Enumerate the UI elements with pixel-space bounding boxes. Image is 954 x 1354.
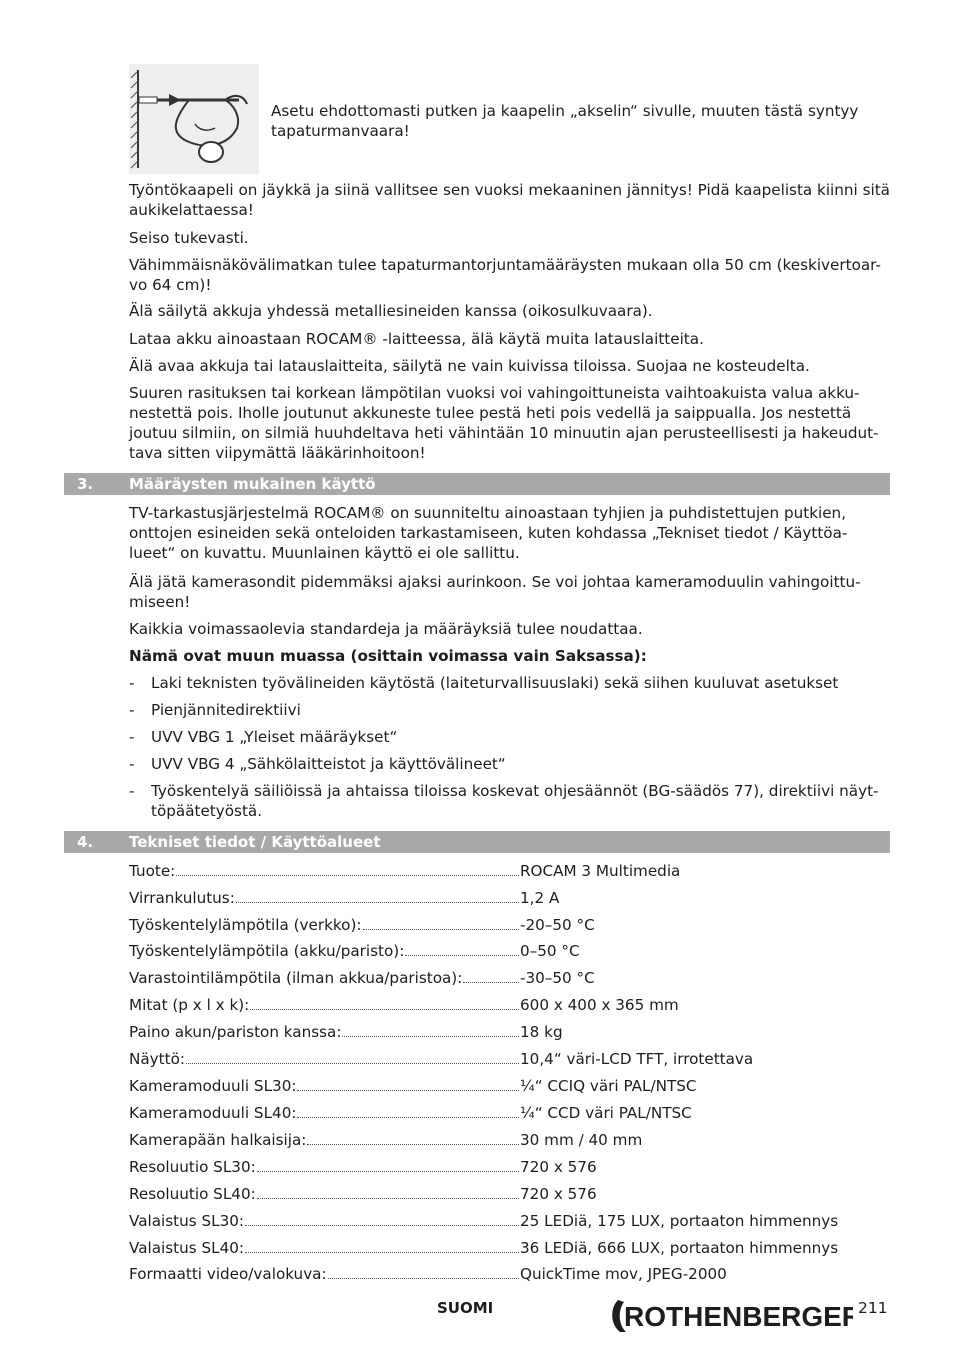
paragraph: Älä jätä kamerasondit pidemmäksi ajaksi aurinkoon. Se voi johtaa kameramoduulin vahingoittu-miseen! — [129, 573, 861, 611]
paragraph: TV-tarkastusjärjestelmä ROCAM® on suunniteltu ainoastaan tyhjien ja puhdistettujen putkien, onttojen esineiden sekä onteloiden tarkastamiseen, kuten kohdassa „Tekniset tiedot / Käyttöa-lueet“ on kuvattu. Muunlainen käyttö ei ole sallittu. — [129, 504, 848, 562]
list-item-text: UVV VBG 1 „Yleiset määräykset“ — [151, 728, 398, 746]
paragraph: Työntökaapeli on jäykkä ja siinä vallitsee sen vuoksi mekaaninen jännitys! Pidä kaapelista kiinni sitä aukikelattaessa! — [129, 181, 890, 219]
spec-row — [129, 1183, 893, 1205]
section-title: Määräysten mukainen käyttö — [129, 475, 376, 493]
spec-value: 18 kg — [520, 1023, 563, 1041]
list-dash: - — [129, 674, 135, 692]
spec-value: 600 x 400 x 365 mm — [520, 996, 679, 1014]
spec-label: Varastointilämpötila (ilman akkua/paristoa): — [129, 969, 463, 987]
spec-value: 25 LEDiä, 175 LUX, portaaton himmennys — [520, 1212, 839, 1230]
paragraph: Seiso tukevasti. — [129, 229, 249, 247]
spec-value: ¼“ CCD väri PAL/NTSC — [520, 1104, 692, 1122]
paragraph: Älä säilytä akkuja yhdessä metalliesineiden kanssa (oikosulkuvaara). — [129, 302, 653, 320]
spec-value: 720 x 576 — [520, 1185, 597, 1203]
spec-row — [129, 887, 893, 909]
spec-row — [129, 1102, 893, 1124]
spec-label: Kameramoduuli SL40: — [129, 1104, 297, 1122]
spec-row — [129, 1210, 893, 1232]
footer-language: SUOMI — [437, 1299, 494, 1317]
list-dash: - — [129, 701, 135, 719]
spec-row — [129, 860, 893, 882]
paragraph: Älä avaa akkuja tai latauslaitteita, säilytä ne vain kuivissa tiloissa. Suojaa ne kosteudelta. — [129, 357, 810, 375]
list-item-text: Pienjännitedirektiivi — [151, 701, 301, 719]
section-title: Tekniset tiedot / Käyttöalueet — [129, 833, 381, 851]
spec-row — [129, 1075, 893, 1097]
paragraph: Kaikkia voimassaolevia standardeja ja määräyksiä tulee noudattaa. — [129, 620, 643, 638]
spec-value: -30–50 °C — [520, 969, 595, 987]
spec-row — [129, 967, 893, 989]
spec-row — [129, 1048, 893, 1070]
spec-row — [129, 940, 893, 962]
spec-value: 1,2 A — [520, 889, 560, 907]
spec-value: 10,4“ väri-LCD TFT, irrotettava — [520, 1050, 754, 1068]
list-dash: - — [129, 755, 135, 773]
spec-label: Näyttö: — [129, 1050, 185, 1068]
spec-label: Tuote: — [129, 862, 176, 880]
spec-label: Formaatti video/valokuva: — [129, 1265, 327, 1283]
paragraph: Vähimmäisnäkövälimatkan tulee tapaturmantorjuntamääräysten mukaan olla 50 cm (keskivertoar-vo 64 cm)! — [129, 256, 881, 294]
section-header-4 — [64, 831, 890, 853]
spec-label: Virrankulutus: — [129, 889, 235, 907]
spec-row — [129, 1129, 893, 1151]
spec-value: 30 mm / 40 mm — [520, 1131, 643, 1149]
list-dash: - — [129, 782, 135, 800]
paragraph: Lataa akku ainoastaan ROCAM® -laitteessa, älä käytä muita latauslaitteita. — [129, 330, 704, 348]
spec-value: 720 x 576 — [520, 1158, 597, 1176]
spec-row — [129, 1021, 893, 1043]
spec-label: Kamerapään halkaisija: — [129, 1131, 307, 1149]
spec-value: 0–50 °C — [520, 942, 580, 960]
spec-row — [129, 1156, 893, 1178]
spec-value: ROCAM 3 Multimedia — [520, 862, 681, 880]
spec-label: Resoluutio SL40: — [129, 1185, 256, 1203]
spec-label: Paino akun/pariston kanssa: — [129, 1023, 342, 1041]
spec-label: Valaistus SL40: — [129, 1239, 245, 1257]
warning-illustration — [129, 64, 259, 174]
spec-value: -20–50 °C — [520, 916, 595, 934]
spec-value: ¼“ CCIQ väri PAL/NTSC — [520, 1077, 697, 1095]
spec-label: Resoluutio SL30: — [129, 1158, 256, 1176]
bold-intro: Nämä ovat muun muassa (osittain voimassa vain Saksassa): — [129, 647, 647, 665]
list-dash: - — [129, 728, 135, 746]
spec-row — [129, 1237, 893, 1259]
section-header-3 — [64, 473, 890, 495]
spec-row — [129, 914, 893, 936]
page-number: 211 — [858, 1299, 888, 1317]
section-number: 4. — [77, 833, 94, 851]
spec-value: 36 LEDiä, 666 LUX, portaaton himmennys — [520, 1239, 839, 1257]
list-item-text: Työskentelyä säiliöissä ja ahtaissa tiloissa koskevat ohjesäännöt (BG-säädös 77), direktiivi näyt-töpäätetyöstä. — [151, 782, 879, 820]
list-item-text: UVV VBG 4 „Sähkölaitteistot ja käyttövälineet“ — [151, 755, 506, 773]
rothenberger-logo — [608, 1296, 853, 1336]
spec-value: QuickTime mov, JPEG-2000 — [520, 1265, 727, 1283]
paragraph: Suuren rasituksen tai korkean lämpötilan vuoksi voi vahingoittuneista vaihtoakuista valua akku-nestettä pois. Iholle joutunut akkuneste tulee pestä heti pois vedellä ja saippualla. Jos nestettä joutuu silmiin, on silmiä huuhdeltava heti vähintään 10 minuutin ajan perusteellisesti ja hakeudut-tava sitten viipymättä lääkärinhoitoon! — [129, 384, 879, 462]
spec-row — [129, 994, 893, 1016]
warning-text: Asetu ehdottomasti putken ja kaapelin „akselin“ sivulle, muuten tästä syntyy tapaturmanvaara! — [271, 102, 859, 140]
spec-label: Valaistus SL30: — [129, 1212, 245, 1230]
spec-label: Mitat (p x l x k): — [129, 996, 250, 1014]
section-number: 3. — [77, 475, 94, 493]
spec-label: Työskentelylämpötila (verkko): — [129, 916, 362, 934]
spec-label: Kameramoduuli SL30: — [129, 1077, 297, 1095]
svg-text:ROTHENBERGER: ROTHENBERGER — [624, 1301, 853, 1332]
list-item-text: Laki teknisten työvälineiden käytöstä (laiteturvallisuuslaki) sekä siihen kuuluvat asetukset — [151, 674, 839, 692]
spec-label: Työskentelylämpötila (akku/paristo): — [129, 942, 405, 960]
spec-row — [129, 1263, 893, 1285]
